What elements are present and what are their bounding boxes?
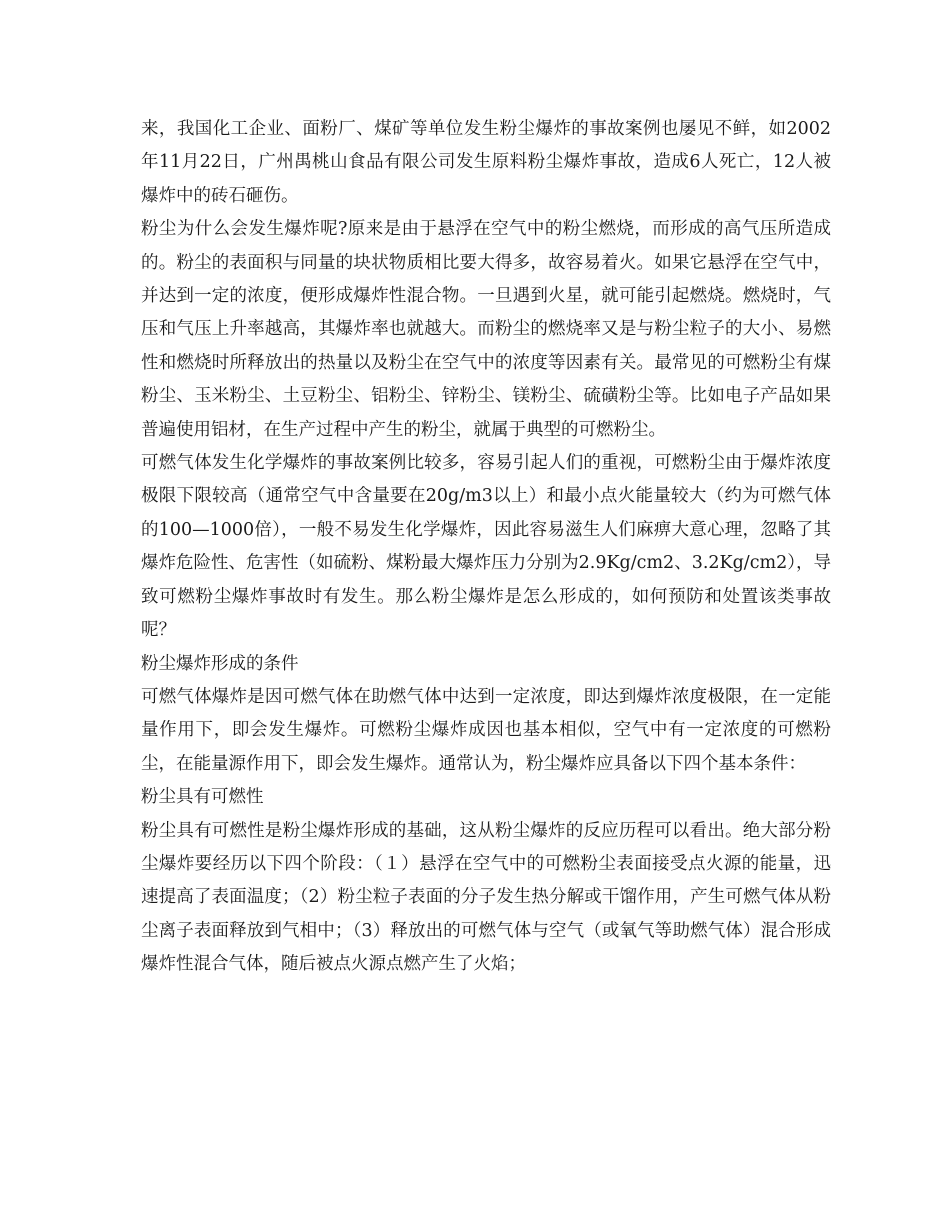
paragraph-intro-accidents: 来，我国化工企业、面粉厂、煤矿等单位发生粉尘爆炸的事故案例也屡见不鲜，如2002年11月22日，广州禺桃山食品有限公司发生原料粉尘爆炸事故，造成6人死亡，12人被爆炸中的砖石砸伤。 bbox=[141, 119, 831, 206]
paragraph-why-explosion: 粉尘为什么会发生爆炸呢?原来是由于悬浮在空气中的粉尘燃烧，而形成的高气压所造成的。粉尘的表面积与同量的块状物质相比要大得多，故容易着火。如果它悬浮在空气中，并达到一定的浓度，便形成爆炸性混合物。一旦遇到火星，就可能引起燃烧。燃烧时，气压和气压上升率越高，其爆炸率也就越大。而粉尘的燃烧率又是与粉尘粒子的大小、易燃性和燃烧时所释放出的热量以及粉尘在空气中的浓度等因素有关。最常见的可燃粉尘有煤粉尘、玉米粉尘、土豆粉尘、铝粉尘、锌粉尘、镁粉尘、硫磺粉尘等。比如电子产品如果普遍使用铝材，在生产过程中产生的粉尘，就属于典型的可燃粉尘。 bbox=[141, 219, 831, 440]
subheading-combustibility: 粉尘具有可燃性 bbox=[141, 787, 264, 808]
paragraph-conditions-intro: 可燃气体爆炸是因可燃气体在助燃气体中达到一定浓度，即达到爆炸浓度极限，在一定能量作用下，即会发生爆炸。可燃粉尘爆炸成因也基本相似，空气中有一定浓度的可燃粉尘，在能量源作用下，即会发生爆炸。通常认为，粉尘爆炸应具备以下四个基本条件： bbox=[141, 686, 831, 774]
document-body bbox=[141, 113, 831, 982]
paragraph-combustibility-stages: 粉尘具有可燃性是粉尘爆炸形成的基础，这从粉尘爆炸的反应历程可以看出。绝大部分粉尘爆炸要经历以下四个阶段：（１）悬浮在空气中的可燃粉尘表面接受点火源的能量，迅速提高了表面温度；（2）粉尘粒子表面的分子发生热分解或干馏作用，产生可燃气体从粉尘离子表面释放到气相中；（3）释放出的可燃气体与空气（或氧气等助燃气体）混合形成爆炸性混合气体，随后被点火源点燃产生了火焰； bbox=[141, 820, 831, 975]
section-heading-conditions: 粉尘爆炸形成的条件 bbox=[141, 653, 299, 674]
paragraph-gas-vs-dust: 可燃气体发生化学爆炸的事故案例比较多，容易引起人们的重视，可燃粉尘由于爆炸浓度极限下限较高（通常空气中含量要在20g/m3以上）和最小点火能量较大（约为可燃气体的100—1000倍），一般不易发生化学爆炸，因此容易滋生人们麻痹大意心理，忽略了其爆炸危险性、危害性（如硫粉、煤粉最大爆炸压力分别为2.9Kg/cm2、3.2Kg/cm2），导致可燃粉尘爆炸事故时有发生。那么粉尘爆炸是怎么形成的，如何预防和处置该类事故呢？ bbox=[141, 453, 831, 641]
